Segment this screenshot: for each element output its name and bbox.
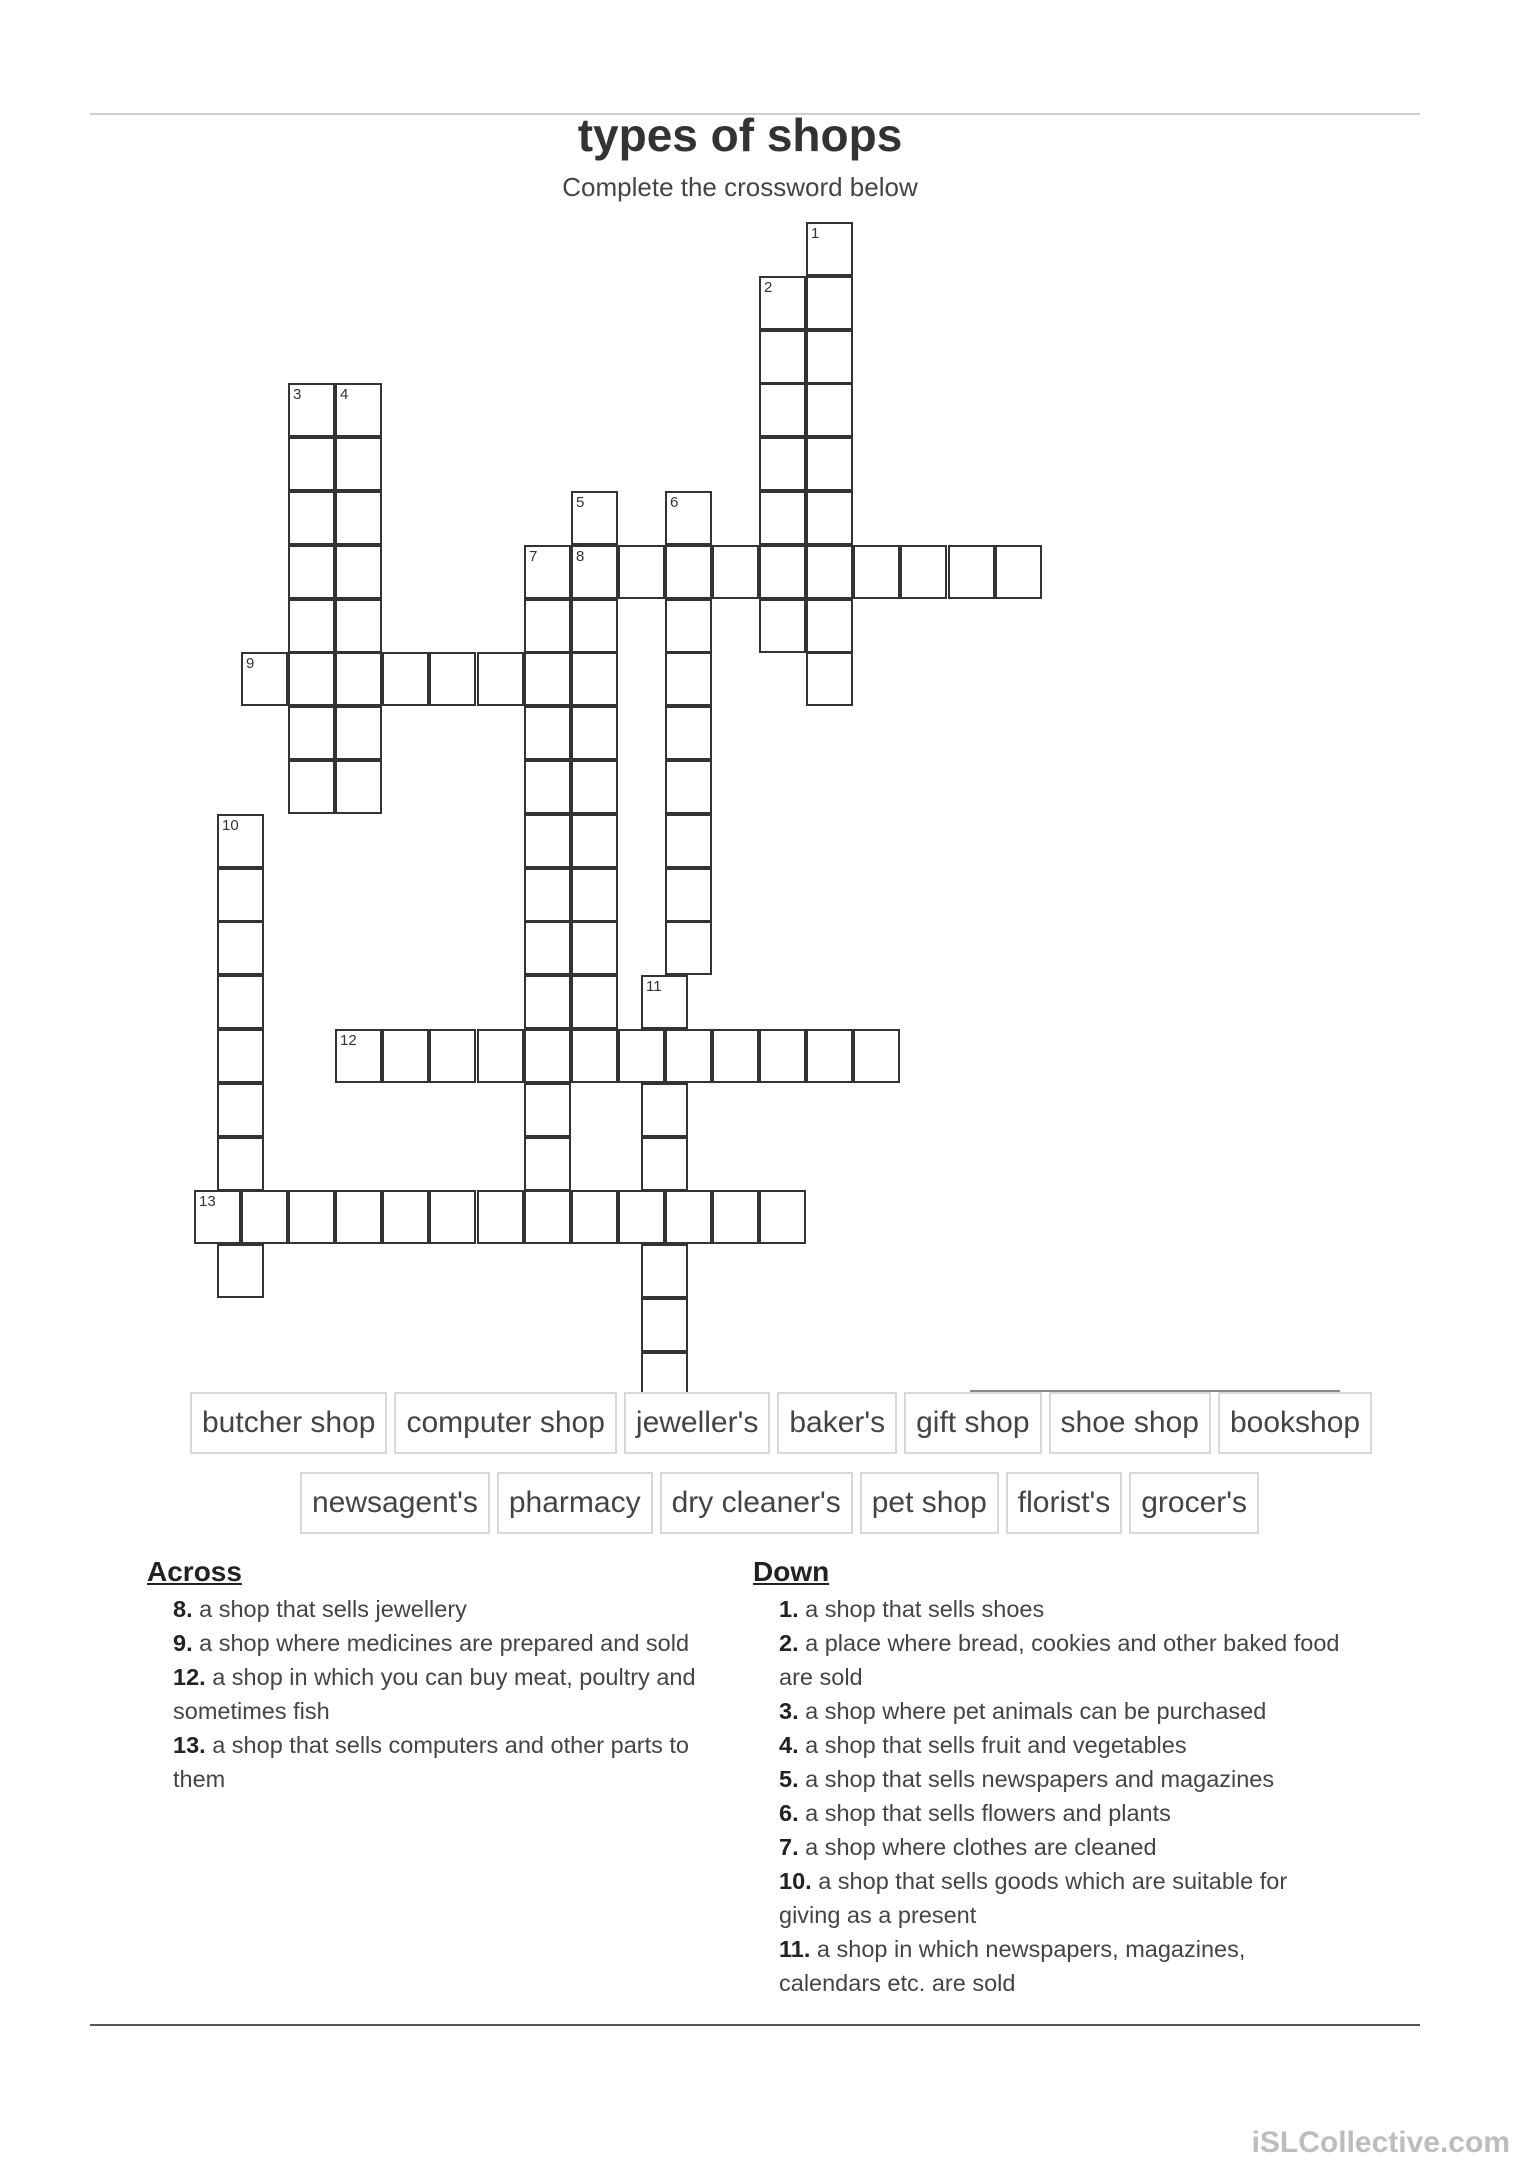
- crossword-cell[interactable]: [524, 975, 571, 1029]
- across-clue-list: [146, 1592, 706, 1796]
- clue-number-label: 12: [340, 1032, 357, 1049]
- crossword-cell[interactable]: [524, 706, 571, 760]
- across-clue: 8. a shop that sells jewellery: [173, 1596, 467, 1622]
- crossword-cell[interactable]: [806, 652, 853, 706]
- crossword-cell[interactable]: [571, 921, 618, 975]
- page-title: types of shops: [577, 109, 903, 161]
- crossword-cell[interactable]: [641, 1298, 688, 1352]
- crossword-cell[interactable]: [571, 868, 618, 922]
- word-chip[interactable]: gift shop: [904, 1392, 1041, 1454]
- clue-number-label: 10: [222, 817, 239, 834]
- clue-number-label: 8: [576, 548, 585, 565]
- crossword-cell[interactable]: [382, 652, 429, 706]
- crossword-cell[interactable]: [853, 545, 900, 599]
- crossword-cell[interactable]: [524, 868, 571, 922]
- crossword-cell[interactable]: [335, 437, 382, 491]
- crossword-cell[interactable]: [806, 330, 853, 384]
- down-clue: 7. a shop where clothes are cleaned: [779, 1834, 1157, 1860]
- crossword-cell[interactable]: [217, 814, 264, 868]
- crossword-cell[interactable]: [712, 1190, 759, 1244]
- crossword-cell[interactable]: [524, 1190, 571, 1244]
- crossword-cell[interactable]: [806, 545, 853, 599]
- clue-number-label: 5: [576, 494, 585, 511]
- word-bank-row-1: [190, 1392, 1372, 1454]
- crossword-cell[interactable]: [524, 1083, 571, 1137]
- crossword-cell[interactable]: [571, 1029, 618, 1083]
- clue-number-label: 3: [293, 386, 302, 403]
- crossword-cell[interactable]: [288, 437, 335, 491]
- crossword-cell[interactable]: [288, 599, 335, 653]
- crossword-cell[interactable]: [477, 652, 524, 706]
- down-clue: 1. a shop that sells shoes: [779, 1596, 1045, 1622]
- crossword-cell[interactable]: [477, 1029, 524, 1083]
- crossword-cell[interactable]: [335, 760, 382, 814]
- crossword-cell[interactable]: [806, 276, 853, 330]
- down-clue: 10. a shop that sells goods which are suitable for giving as a present: [779, 1868, 1288, 1928]
- down-clue: 6. a shop that sells flowers and plants: [779, 1800, 1171, 1826]
- crossword-cell[interactable]: [524, 652, 571, 706]
- crossword-cell[interactable]: [618, 1029, 665, 1083]
- crossword-cell[interactable]: [948, 545, 995, 599]
- word-chip[interactable]: jeweller's: [624, 1392, 770, 1454]
- crossword-cell[interactable]: [217, 921, 264, 975]
- crossword-cell[interactable]: [194, 1190, 241, 1244]
- across-clue: 12. a shop in which you can buy meat, poultry and sometimes fish: [173, 1664, 696, 1724]
- word-chip[interactable]: newsagent's: [300, 1472, 490, 1534]
- down-clue: 5. a shop that sells newspapers and magazines: [779, 1766, 1275, 1792]
- word-chip[interactable]: pet shop: [860, 1472, 999, 1534]
- crossword-cell[interactable]: [806, 491, 853, 545]
- word-chip[interactable]: butcher shop: [190, 1392, 387, 1454]
- crossword-cell[interactable]: [571, 599, 618, 653]
- word-chip[interactable]: grocer's: [1129, 1472, 1259, 1534]
- crossword-cell[interactable]: [524, 599, 571, 653]
- watermark-logo: iSLCollective.com: [1251, 2126, 1510, 2159]
- crossword-cell[interactable]: [571, 491, 618, 545]
- crossword-cell[interactable]: [429, 1029, 476, 1083]
- crossword-cell[interactable]: [759, 437, 806, 491]
- word-chip[interactable]: dry cleaner's: [660, 1472, 853, 1534]
- crossword-cell[interactable]: [759, 491, 806, 545]
- crossword-cell[interactable]: [665, 599, 712, 653]
- word-chip[interactable]: bookshop: [1218, 1392, 1372, 1454]
- crossword-cell[interactable]: [806, 222, 853, 276]
- crossword-cell[interactable]: [665, 491, 712, 545]
- clue-number-label: 11: [646, 978, 662, 995]
- crossword-cell[interactable]: [571, 975, 618, 1029]
- clue-number-label: 7: [529, 548, 538, 565]
- crossword-cell[interactable]: [571, 1190, 618, 1244]
- crossword-cell[interactable]: [335, 652, 382, 706]
- crossword-cell[interactable]: [382, 1029, 429, 1083]
- crossword-cell[interactable]: [665, 545, 712, 599]
- crossword-cell[interactable]: [618, 545, 665, 599]
- crossword-cell[interactable]: [806, 1029, 853, 1083]
- crossword-cell[interactable]: [759, 383, 806, 437]
- word-bank-row-2: [300, 1472, 1259, 1534]
- crossword-cell[interactable]: [524, 760, 571, 814]
- across-clue: 9. a shop where medicines are prepared and sold: [173, 1630, 690, 1656]
- crossword-cell[interactable]: [665, 921, 712, 975]
- crossword-cell[interactable]: [665, 1029, 712, 1083]
- crossword-cell[interactable]: [429, 652, 476, 706]
- clue-number-label: 6: [670, 494, 679, 511]
- crossword-cell[interactable]: [641, 1083, 688, 1137]
- crossword-cell[interactable]: [665, 868, 712, 922]
- crossword-cell[interactable]: [524, 1029, 571, 1083]
- clue-number-label: 4: [340, 386, 349, 403]
- bottom-divider: [90, 2024, 1420, 2026]
- word-chip[interactable]: baker's: [777, 1392, 897, 1454]
- crossword-cell[interactable]: [641, 1137, 688, 1191]
- crossword-cell[interactable]: [241, 652, 288, 706]
- crossword-cell[interactable]: [241, 1190, 288, 1244]
- clue-number-label: 9: [246, 655, 255, 672]
- crossword-cell[interactable]: [217, 1083, 264, 1137]
- crossword-cell[interactable]: [853, 1029, 900, 1083]
- crossword-cell[interactable]: [759, 276, 806, 330]
- crossword-cell[interactable]: [335, 599, 382, 653]
- crossword-cell[interactable]: [288, 491, 335, 545]
- down-clue: 4. a shop that sells fruit and vegetables: [779, 1732, 1187, 1758]
- crossword-cell[interactable]: [335, 383, 382, 437]
- crossword-cell[interactable]: [288, 760, 335, 814]
- down-heading: Down: [753, 1556, 830, 1587]
- crossword-cell[interactable]: [806, 383, 853, 437]
- crossword-cell[interactable]: [288, 706, 335, 760]
- down-clue-list: [752, 1592, 1352, 2000]
- crossword-cell[interactable]: [335, 706, 382, 760]
- crossword-cell[interactable]: [900, 545, 947, 599]
- crossword-cell[interactable]: [335, 545, 382, 599]
- across-heading: Across: [147, 1556, 242, 1587]
- crossword-cell[interactable]: [806, 599, 853, 653]
- crossword-cell[interactable]: [217, 1244, 264, 1298]
- crossword-cell[interactable]: [665, 1190, 712, 1244]
- crossword-cell[interactable]: [429, 1190, 476, 1244]
- crossword-cell[interactable]: [571, 760, 618, 814]
- crossword-cell[interactable]: [759, 1190, 806, 1244]
- crossword-cell[interactable]: [288, 1190, 335, 1244]
- down-clue: 3. a shop where pet animals can be purchased: [779, 1698, 1267, 1724]
- crossword-cell[interactable]: [618, 1190, 665, 1244]
- crossword-cell[interactable]: [571, 814, 618, 868]
- crossword-cell[interactable]: [759, 1029, 806, 1083]
- page-subtitle: Complete the crossword below: [562, 172, 918, 202]
- crossword-cell[interactable]: [571, 545, 618, 599]
- down-clue: 2. a place where bread, cookies and other baked food are sold: [779, 1630, 1340, 1690]
- crossword-cell[interactable]: [288, 383, 335, 437]
- clue-number-label: 2: [764, 279, 773, 296]
- crossword-cell[interactable]: [217, 975, 264, 1029]
- crossword-cell[interactable]: [524, 921, 571, 975]
- clue-number-label: 13: [199, 1193, 216, 1210]
- crossword-cell[interactable]: [288, 652, 335, 706]
- crossword-cell[interactable]: [759, 545, 806, 599]
- across-clue: 13. a shop that sells computers and other parts to them: [173, 1732, 689, 1792]
- crossword-cell[interactable]: [712, 1029, 759, 1083]
- crossword-cell[interactable]: [335, 1190, 382, 1244]
- crossword-cell[interactable]: [665, 760, 712, 814]
- down-clue: 11. a shop in which newspapers, magazines, calendars etc. are sold: [779, 1936, 1246, 1996]
- crossword-cell[interactable]: [641, 1244, 688, 1298]
- crossword-cell[interactable]: [571, 652, 618, 706]
- crossword-cell[interactable]: [759, 330, 806, 384]
- word-chip[interactable]: computer shop: [394, 1392, 616, 1454]
- clue-number-label: 1: [811, 225, 820, 242]
- crossword-cell[interactable]: [759, 599, 806, 653]
- crossword-cell[interactable]: [335, 491, 382, 545]
- crossword-cell[interactable]: [524, 814, 571, 868]
- crossword-cell[interactable]: [641, 975, 688, 1029]
- crossword-cell[interactable]: [665, 706, 712, 760]
- word-chip[interactable]: shoe shop: [1049, 1392, 1211, 1454]
- crossword-cell[interactable]: [995, 545, 1042, 599]
- crossword-cell[interactable]: [288, 545, 335, 599]
- word-chip[interactable]: pharmacy: [497, 1472, 653, 1534]
- crossword-cell[interactable]: [665, 652, 712, 706]
- crossword-cell[interactable]: [217, 1029, 264, 1083]
- crossword-cell[interactable]: [712, 545, 759, 599]
- crossword-cell[interactable]: [335, 1029, 382, 1083]
- crossword-cell[interactable]: [806, 437, 853, 491]
- crossword-cell[interactable]: [665, 814, 712, 868]
- crossword-cell[interactable]: [524, 545, 571, 599]
- crossword-cell[interactable]: [524, 1137, 571, 1191]
- crossword-cell[interactable]: [217, 868, 264, 922]
- crossword-cell[interactable]: [477, 1190, 524, 1244]
- crossword-cell[interactable]: [382, 1190, 429, 1244]
- crossword-cell[interactable]: [571, 706, 618, 760]
- crossword-cell[interactable]: [217, 1137, 264, 1191]
- word-chip[interactable]: florist's: [1006, 1472, 1122, 1534]
